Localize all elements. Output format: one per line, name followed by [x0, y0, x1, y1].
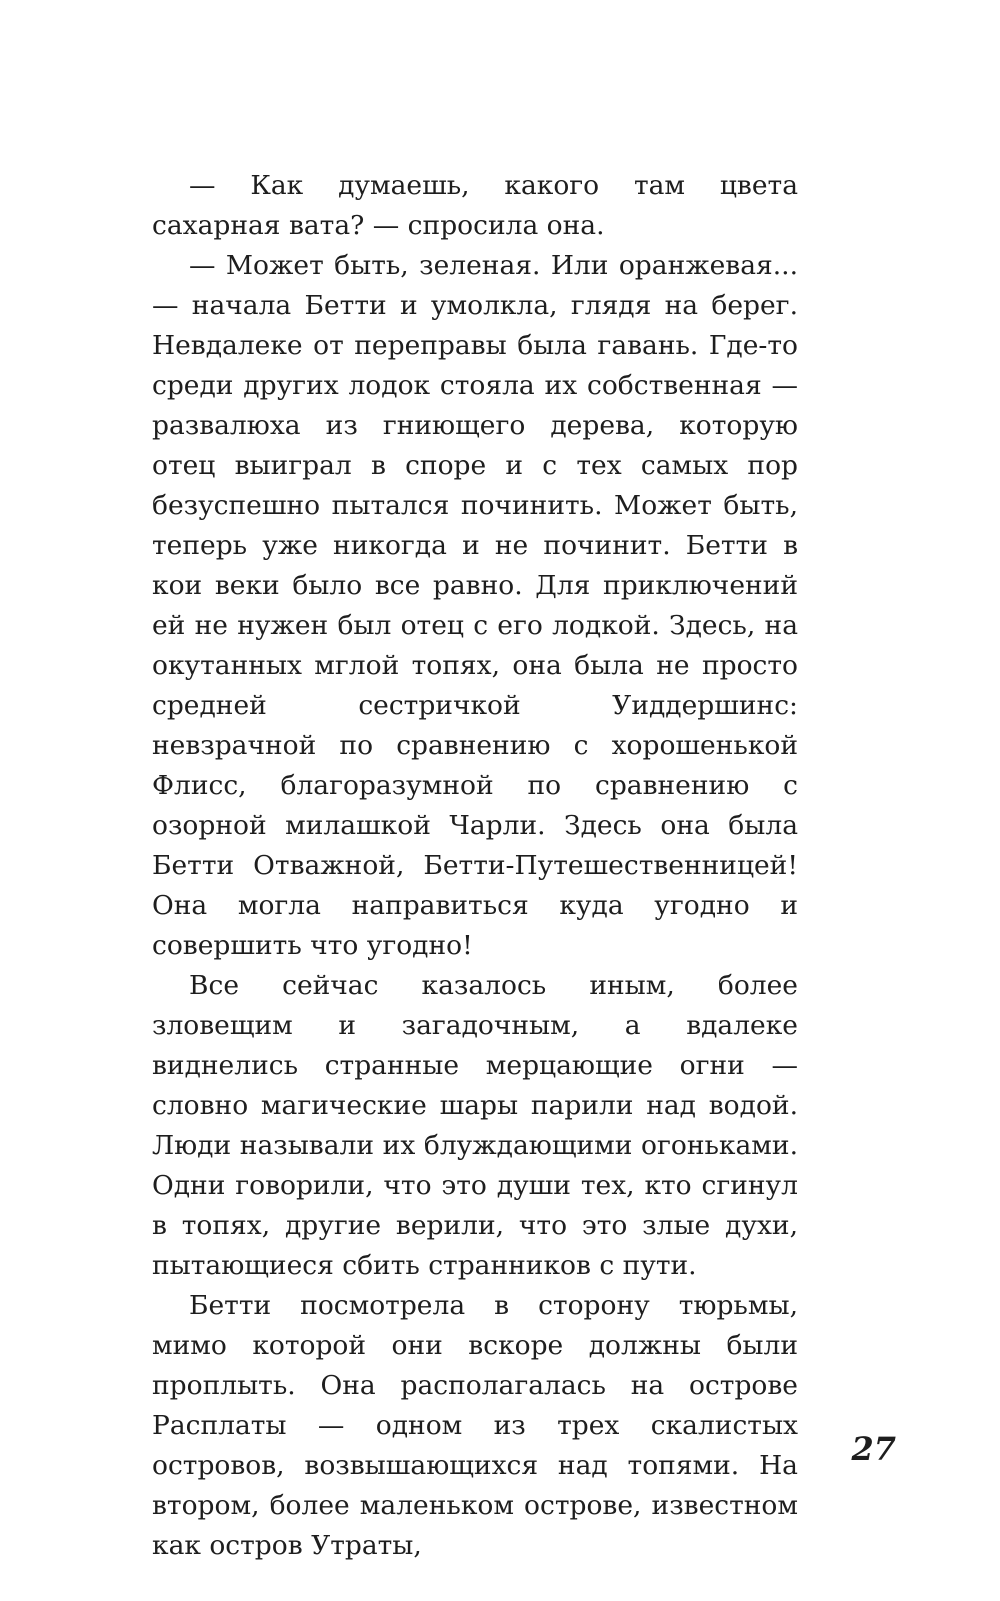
paragraph-3: Все сейчас казалось иным, более зловещим и загадочным, а вдалеке виднелись странные мерцающие огни — словно магические шары парили над водой. Люди называли их блуждающими огоньками. Одни говорили, что это души тех, кто сгинул в топях, другие верили, что это злые духи, пытающиеся сбить странников с пути. [152, 970, 798, 1281]
paragraph-2: — Может быть, зеленая. Или оранжевая... — начала Бетти и умолкла, глядя на берег. Невдалеке от переправы была гавань. Где-то среди других лодок стояла их собственная — развалюха из гниющего дерева, которую отец выиграл в споре и с тех самых пор безуспешно пытался починить. Может быть, теперь уже никогда и не починит. Бетти в кои веки было все равно. Для приключений ей не нужен был отец с его лодкой. Здесь, на окутанных мглой топях, она была не просто средней сестричкой Уиддершинс: невзрачной по сравнению с хорошенькой Флисс, благоразумной по сравнению с озорной милашкой Чарли. Здесь она была Бетти Отважной, Бетти-Путешественницей! Она могла направиться куда угодно и совершить что угодно! [152, 250, 798, 961]
paragraph-4: Бетти посмотрела в сторону тюрьмы, мимо которой они вскоре должны были проплыть. Она располагалась на острове Расплаты — одном из трех скалистых островов, возвышающихся над топями. На втором, более маленьком острове, известном как остров Утраты, [152, 1290, 798, 1561]
body-text [152, 166, 798, 1566]
page-number: 27 [851, 1430, 896, 1468]
paragraph-1: — Как думаешь, какого там цвета сахарная вата? — спросила она. [152, 170, 798, 241]
